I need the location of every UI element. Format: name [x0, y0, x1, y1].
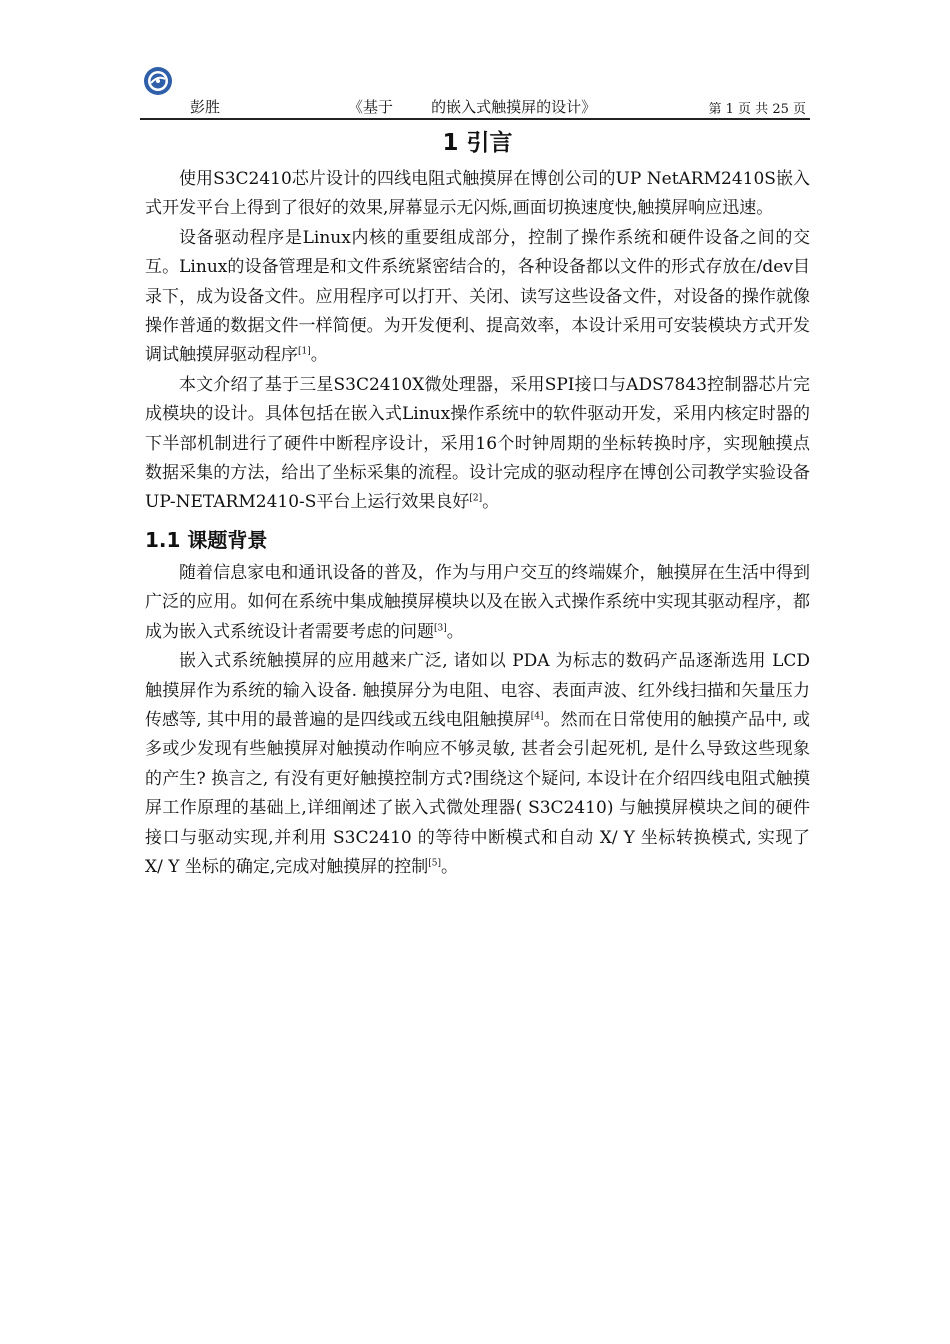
page-header — [140, 94, 810, 120]
document-body — [145, 120, 810, 882]
citation-3: [3] — [434, 623, 447, 634]
citation-2: [2] — [469, 493, 483, 504]
citation-1: [1] — [298, 346, 311, 357]
paragraph-1: 使用S3C2410芯片设计的四线电阻式触摸屏在博创公司的UP NetARM2410S嵌入式开发平台上得到了很好的效果,屏幕显示无闪烁,画面切换速度快,触摸屏响应迅速。 — [145, 169, 810, 219]
university-logo-icon — [143, 66, 173, 96]
paragraph-3: 本文介绍了基于三星S3C2410X微处理器，采用SPI接口与ADS7843控制器芯片完成模块的设计。具体包括在嵌入式Linux操作系统中的软件驱动开发，采用内核定时器的下半部机制进行了硬件中断程序设计，采用16个时钟周期的坐标转换时序，实现触摸点数据采集的方法，给出了坐标采集的流程。设计完成的驱动程序在博创公司教学实验设备UP-NETARM2410-S平台上运行效果良好[2]。 — [145, 374, 810, 513]
header-title: 《基于 的嵌入式触摸屏的设计》 — [348, 98, 597, 116]
paragraph-5: 嵌入式系统触摸屏的应用越来广泛, 诸如以 PDA 为标志的数码产品逐渐选用 LCD 触摸屏作为系统的输入设备. 触摸屏分为电阻、电容、表面声波、红外线扫描和矢量压力传感等, 其中用的最普遍的是四线或五线电阻触摸屏[4]。然而在日常使用的触摸产品中, 或多或少发现有些触摸屏对触摸动作响应不够灵敏, 甚者会引起死机, 是什么导致这些现象的产生? 换言之, 有没有更好触摸控制方式?围绕这个疑问, 本设计在介绍四线电阻式触摸屏工作原理的基础上,详细阐述了嵌入式微处理器( S3C2410) 与触摸屏模块之间的硬件接口与驱动实现,并利用 S3C2410 的等待中断模式和自动 X/ Y 坐标转换模式, 实现了 X/ Y 坐标的确定,完成对触摸屏的控制[5]。 — [145, 651, 810, 877]
citation-4: [4] — [530, 711, 544, 722]
citation-5: [5] — [428, 858, 442, 869]
paragraph-2: 设备驱动程序是Linux内核的重要组成部分，控制了操作系统和硬件设备之间的交互。Linux的设备管理是和文件系统紧密结合的，各种设备都以文件的形式存放在/dev目录下，成为设备文件。应用程序可以打开、关闭、读写这些设备文件，对设备的操作就像操作普通的数据文件一样简便。为开发便利、提高效率，本设计采用可安装模块方式开发调试触摸屏驱动程序[1]。 — [145, 227, 810, 366]
header-author: 彭胜 — [190, 98, 221, 116]
section-title: 1.1 课题背景 — [145, 527, 268, 552]
chapter-title: 1 引言 — [442, 130, 513, 156]
paragraph-4: 随着信息家电和通讯设备的普及，作为与用户交互的终端媒介，触摸屏在生活中得到广泛的应用。如何在系统中集成触摸屏模块以及在嵌入式操作系统中实现其驱动程序，都成为嵌入式系统设计者需要考虑的问题[3]。 — [145, 562, 810, 642]
header-page-info: 第 1 页 共 25 页 — [708, 102, 806, 117]
